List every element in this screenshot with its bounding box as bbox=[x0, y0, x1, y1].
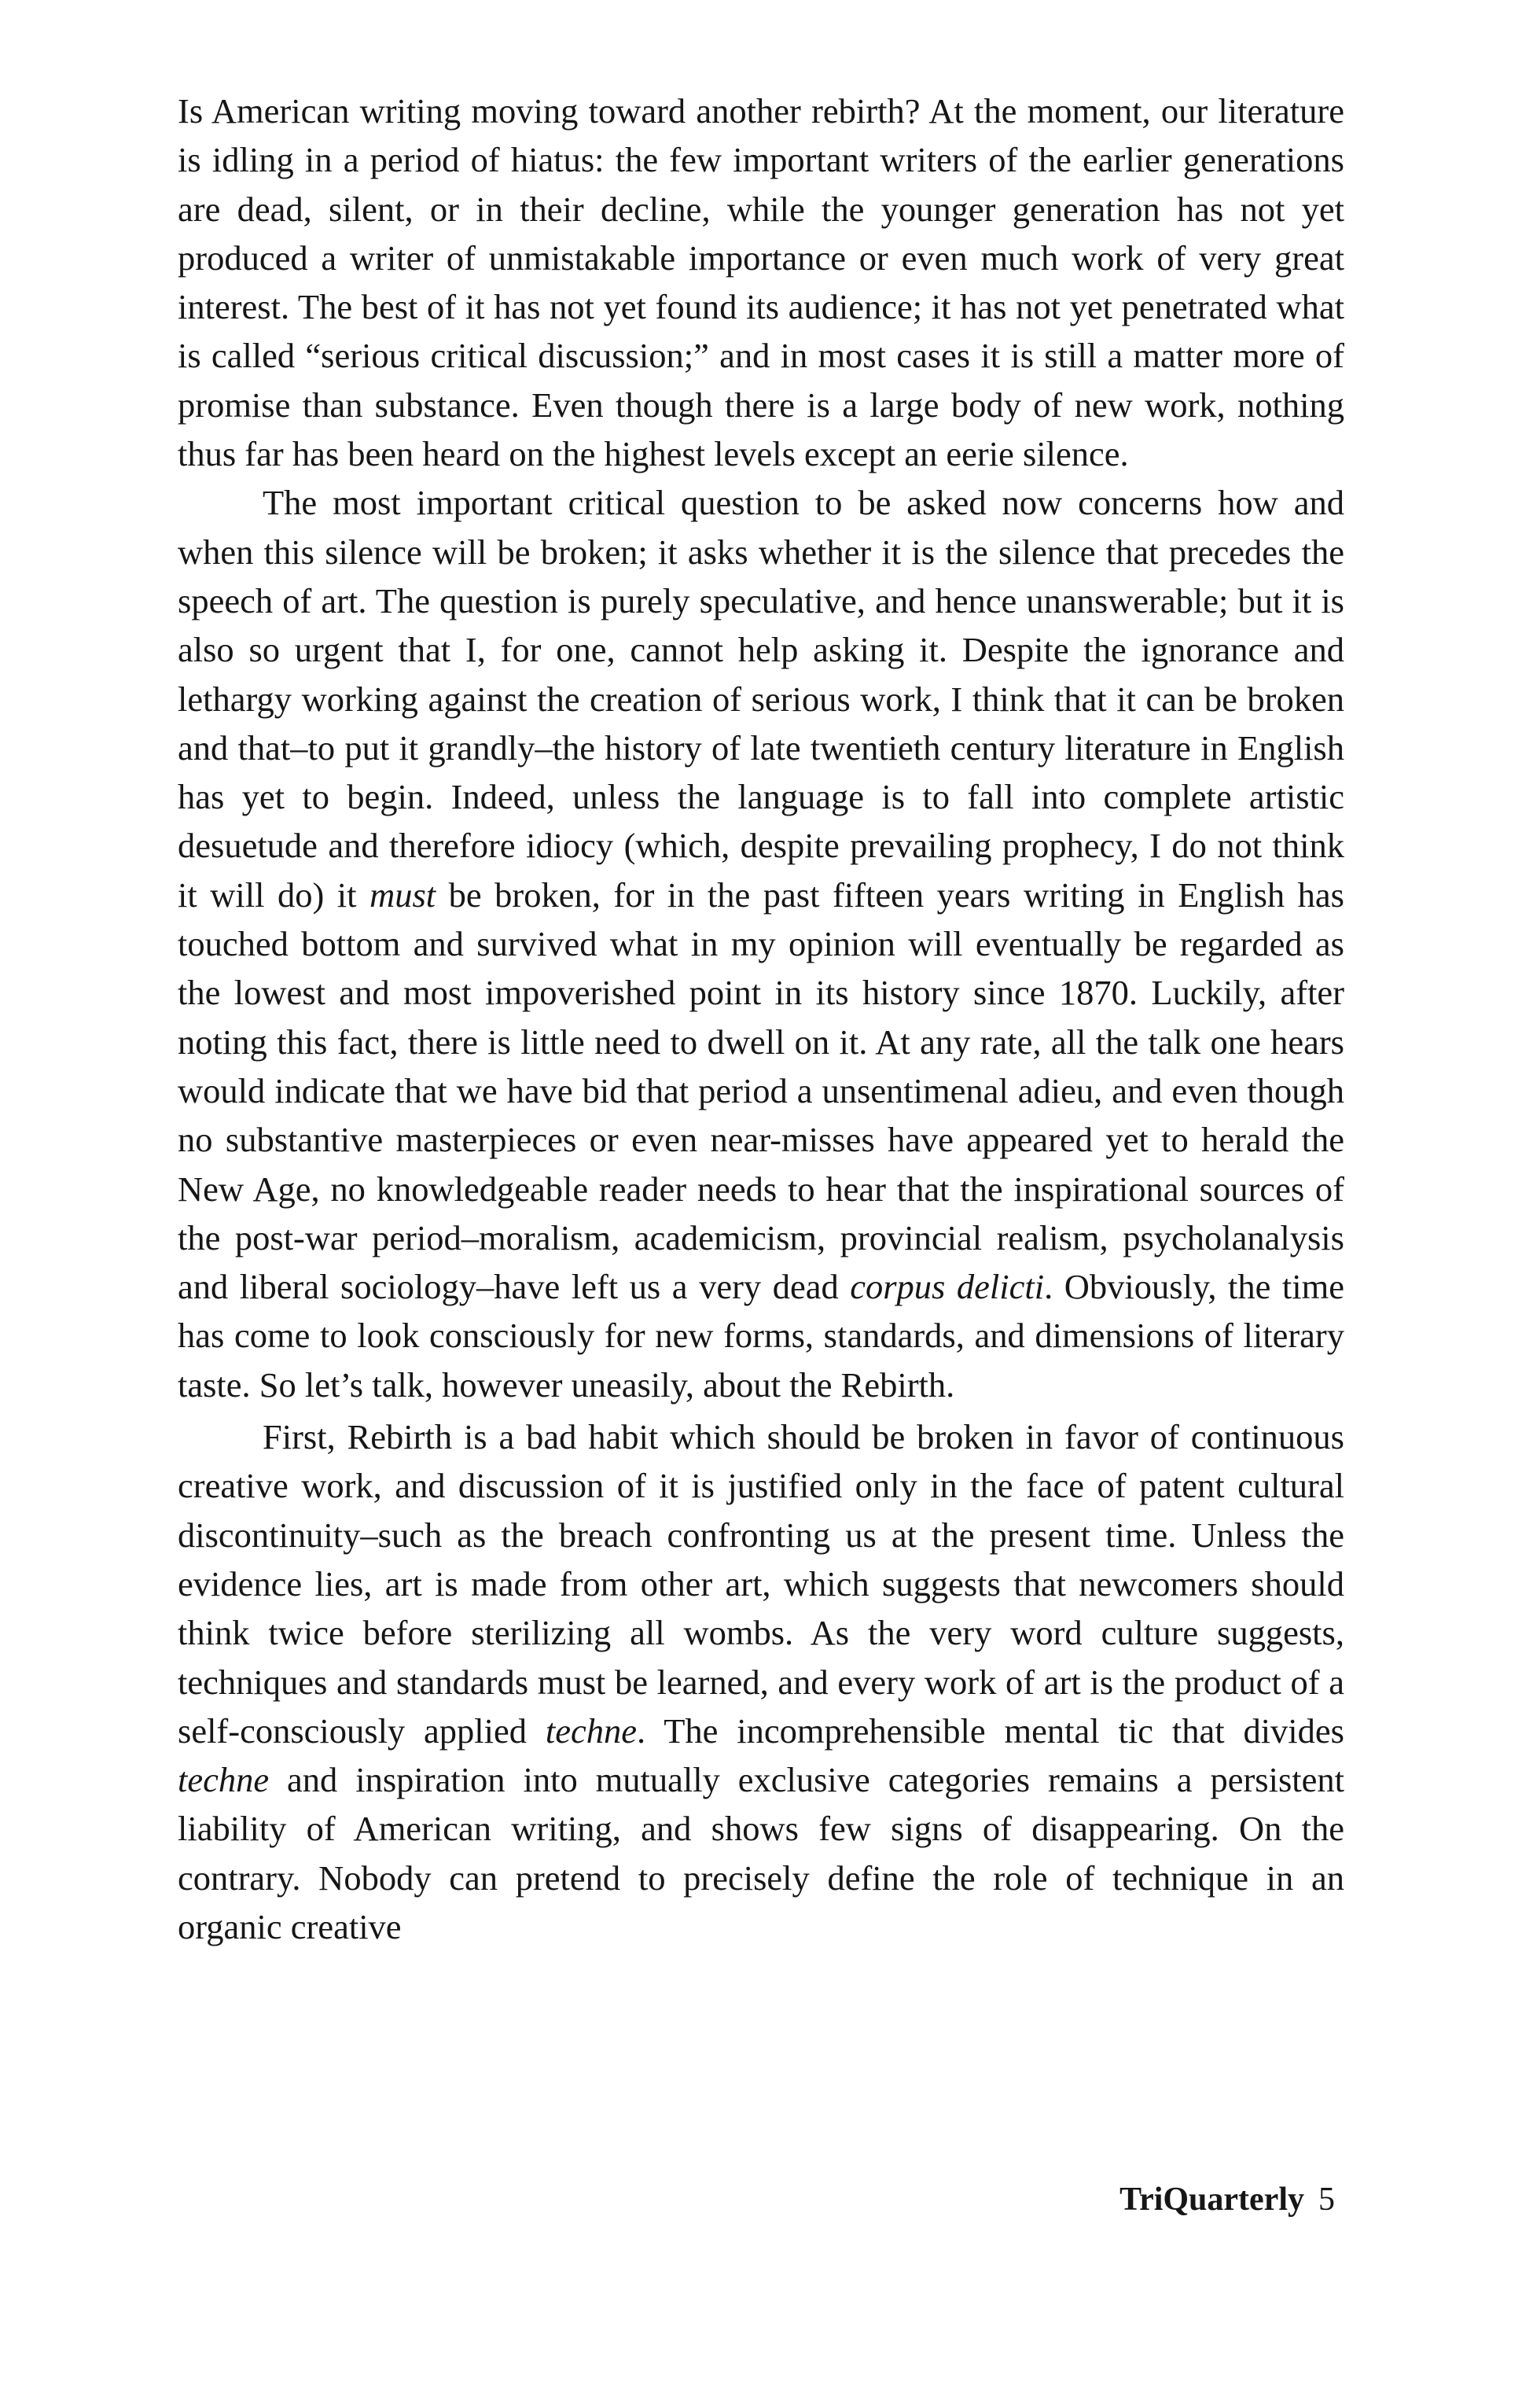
paragraph-2-text-c: be broken, for in the past fifteen years writing in English has touched bottom and survived what in my opinion will eventually be regarded as the lowest and most impoverished point in its history since 1870. Luckily, after noting this fact, there is little need to dwell on it. At any rate, all the talk one hears would indicate that we have bid that period a unsentimenal adieu, and even though no substantive masterpieces or even near-misses have appeared yet to herald the New Age, no knowledgeable reader needs to hear that the inspirational sources of the post-war period–moralism, academicism, provincial realism, psycholanalysis and liberal sociology–have left us a very dead bbox=[178, 874, 1344, 1307]
page-footer bbox=[1005, 2176, 1335, 2223]
journal-title: TriQuarterly bbox=[1119, 2182, 1304, 2218]
paragraph-3-text-c: . The incomprehensible mental tic that divides bbox=[637, 1710, 1344, 1751]
article-body bbox=[178, 87, 1344, 1951]
emphasis-techne-2: techne bbox=[178, 1760, 270, 1800]
paragraph-3-text-e: and inspiration into mutually exclusive categories remains a persistent liability of American writing, and shows few signs of disappearing. On the contrary. Nobody can pretend to precisely define the role of technique in an organic creative bbox=[178, 1760, 1344, 1946]
paragraph-2 bbox=[178, 478, 1344, 1409]
paragraph-3-text-a: First, Rebirth is a bad habit which should be broken in favor of continuous creative work, and discussion of it is justified only in the face of patent cultural discontinuity–such as the breach confronting us at the present time. Unless the evidence lies, art is made from other art, which suggests that newcomers should think twice before sterilizing all wombs. As the very word culture suggests, techniques and standards must be learned, and every work of art is the product of a self-consciously applied bbox=[178, 1417, 1344, 1751]
emphasis-must: must bbox=[369, 874, 436, 915]
paragraph-2-text-a: The most important critical question to be asked now concerns how and when this silence will be broken; it asks whether it is the silence that precedes the speech of art. The question is purely speculative, and hence unanswerable; but it is also so urgent that I, for one, cannot help asking it. Despite the ignorance and lethargy working against the creation of serious work, I think that it can be broken and that–to put it grandly–the history of late twentieth century literature in English has yet to begin. Indeed, unless the language is to fall into complete artistic desuetude and therefore idiocy (which, despite prevailing prophecy, I do not think it will do) it bbox=[178, 483, 1344, 915]
emphasis-techne-1: techne bbox=[545, 1710, 638, 1751]
emphasis-corpus-delicti: corpus delicti bbox=[850, 1267, 1045, 1307]
paragraph-2-text-e: . Obviously, the time has come to look consciously for new forms, standards, and dimensions of literary taste. So let’s talk, however uneasily, about the Rebirth. bbox=[178, 1267, 1344, 1405]
paragraph-3 bbox=[178, 1412, 1344, 1951]
paragraph-1: Is American writing moving toward another rebirth? At the moment, our literature is idling in a period of hiatus: the few important writers of the earlier generations are dead, silent, or in their decline, while the younger generation has not yet produced a writer of unmistakable importance or even much work of very great interest. The best of it has not yet found its audience; it has not yet penetrated what is called “serious critical discussion;” and in most cases it is still a matter more of promise than substance. Even though there is a large body of new work, nothing thus far has been heard on the highest levels except an eerie silence. bbox=[178, 91, 1344, 474]
page-number: 5 bbox=[1318, 2182, 1335, 2218]
